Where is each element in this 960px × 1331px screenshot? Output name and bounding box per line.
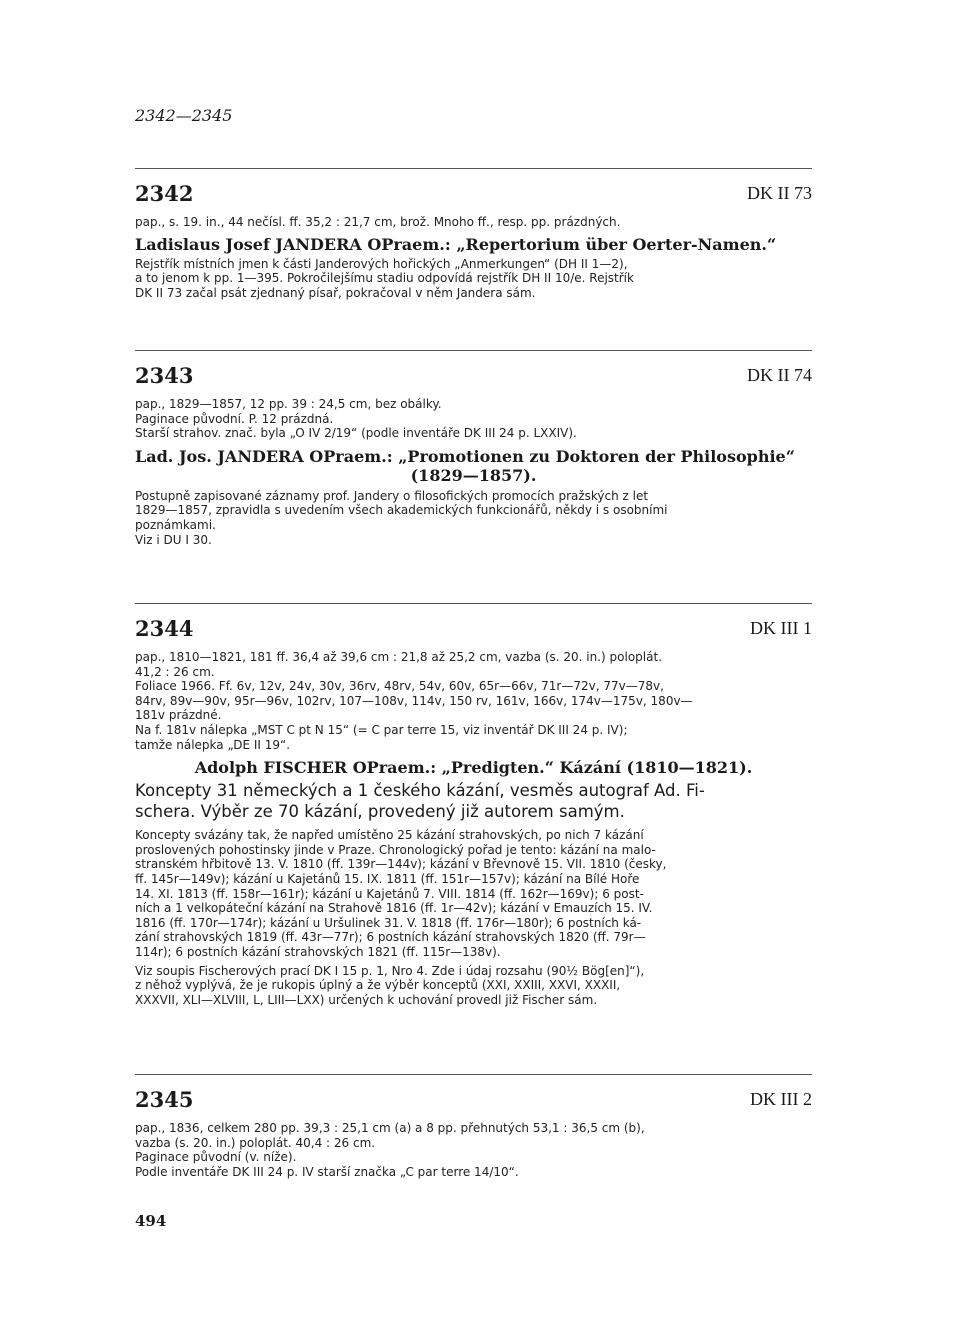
physical-line: Foliace 1966. Ff. 6v, 12v, 24v, 30v, 36rv, 48rv, 54v, 60v, 65r—66v, 71r—72v, 77v—78v, — [135, 679, 664, 694]
physical-line: tamže nálepka „DE II 19“. — [135, 737, 291, 752]
note-line: a to jenom k pp. 1—395. Pokročilejšímu stadiu odpovídá rejstřík DH II 10/e. Rejstřík — [135, 271, 634, 286]
physical-line: Paginace původní. P. 12 prázdná. — [135, 411, 334, 426]
entry-header — [135, 181, 812, 211]
entry-signature: DK II 73 — [747, 183, 812, 203]
physical-line: pap., 1810—1821, 181 ff. 36,4 až 39,6 cm : 21,8 až 25,2 cm, vazba (s. 20. in.) poloplát. — [135, 650, 663, 664]
entry-title: Adolph FISCHER OPraem.: „Predigten.“ Kázání (1810—1821). — [194, 758, 753, 778]
entry-number: 2343 — [135, 363, 194, 388]
physical-line: Na f. 181v nálepka „MST C pt N 15“ (= C par terre 15, viz inventář DK III 24 p. IV); — [135, 722, 628, 737]
note-line: DK II 73 začal psát zjednaný písař, pokračoval v něm Jandera sám. — [135, 285, 536, 300]
entry-title: Ladislaus Josef JANDERA OPraem.: „Repertorium über Oerter-Namen.“ — [135, 234, 777, 254]
note-line: stranském hřbitově 13. V. 1810 (ff. 139r—144v); kázání v Břevnově 15. VII. 1810 (česky, — [135, 857, 667, 872]
note-line: z něhož vyplývá, že je rukopis úplný a že výběr konceptů (XXI, XXIII, XXVI, XXXII, — [135, 978, 621, 993]
physical-description: pap., s. 19. in., 44 nečísl. ff. 35,2 : 21,7 cm, brož. Mnoho ff., resp. pp. prázdných. — [135, 215, 621, 229]
note-line: Postupně zapisované záznamy prof. Jandery o filosofických promocích pražských z let — [135, 488, 649, 503]
entry-2343 — [135, 350, 812, 547]
physical-line: 181v prázdné. — [135, 708, 222, 723]
entry-header — [135, 616, 812, 646]
entry-header — [135, 1087, 812, 1117]
note-line: 14. XI. 1813 (ff. 158r—161r); kázání u Kajetánů 7. VIII. 1814 (ff. 162r—169v); 6 post- — [135, 886, 644, 901]
note-line: Koncepty svázány tak, že napřed umístěno 25 kázání strahovských, po nich 7 kázání — [135, 828, 644, 843]
note-line: Viz i DU I 30. — [135, 532, 212, 547]
note-line: poznámkami. — [135, 517, 216, 532]
physical-line: pap., 1829—1857, 12 pp. 39 : 24,5 cm, bez obálky. — [135, 397, 442, 411]
note-line: 1816 (ff. 170r—174r); kázání u Uršulinek 31. V. 1818 (ff. 176r—180r); 6 postních ká- — [135, 915, 642, 930]
entry-divider — [135, 350, 812, 351]
entry-title: Lad. Jos. JANDERA OPraem.: „Promotionen zu Doktoren der Philosophie“ — [135, 446, 795, 466]
summary-line: schera. Výběr ze 70 kázání, provedený již autorem samým. — [135, 802, 625, 822]
physical-line: Podle inventáře DK III 24 p. IV starší značka „C par terre 14/10“. — [135, 1164, 519, 1179]
physical-line: 84rv, 89v—90v, 95r—96v, 102rv, 107—108v, 114v, 150 rv, 161v, 166v, 174v—175v, 180v— — [135, 693, 693, 708]
note-line: 114r); 6 postních kázání strahovských 1821 (ff. 115r—138v). — [135, 944, 501, 959]
entry-number: 2344 — [135, 616, 194, 641]
physical-line: pap., 1836, celkem 280 pp. 39,3 : 25,1 cm (a) a 8 pp. přehnutých 53,1 : 36,5 cm (b), — [135, 1121, 645, 1135]
note-line: Rejstřík místních jmen k části Janderových hořických „Anmerkungen“ (DH II 1—2), — [135, 256, 628, 271]
physical-line: Starší strahov. znač. byla „O IV 2/19“ (podle inventáře DK III 24 p. LXXIV). — [135, 426, 577, 441]
entry-divider — [135, 603, 812, 604]
entry-number: 2342 — [135, 181, 194, 206]
page-number: 494 — [135, 1212, 167, 1230]
entry-title-cont: (1829—1857). — [410, 465, 537, 485]
entry-number: 2345 — [135, 1087, 194, 1112]
note-line: XXXVII, XLI—XLVIII, L, LIII—LXX) určených k uchování provedl již Fischer sám. — [135, 992, 598, 1007]
entry-divider — [135, 1074, 812, 1075]
running-head: 2342—2345 — [135, 106, 233, 125]
note-line: 1829—1857, zpravidla s uvedením všech akademických funkcionářů, někdy i s osobními — [135, 503, 668, 518]
entry-2345 — [135, 1074, 812, 1179]
entry-divider — [135, 168, 812, 169]
note-line: zání strahovských 1819 (ff. 43r—77r); 6 postních kázání strahovských 1820 (ff. 79r— — [135, 930, 646, 945]
physical-line: 41,2 : 26 cm. — [135, 664, 215, 679]
entry-signature: DK III 2 — [750, 1089, 812, 1109]
note-line: Viz soupis Fischerových prací DK I 15 p. 1, Nro 4. Zde i údaj rozsahu (90½ Bög[en]“), — [135, 963, 645, 978]
entry-header — [135, 363, 812, 393]
entry-2344 — [135, 603, 812, 1007]
entry-signature: DK III 1 — [750, 618, 812, 638]
physical-line: vazba (s. 20. in.) poloplát. 40,4 : 26 cm. — [135, 1135, 376, 1150]
note-line: proslovených pohostinsky jinde v Praze. Chronologický pořad je tento: kázání na malo- — [135, 842, 656, 857]
note-line: ff. 145r—149v); kázání u Kajetánů 15. IX. 1811 (ff. 151r—157v); kázání na Bílé Hoře — [135, 871, 640, 886]
physical-line: Paginace původní (v. níže). — [135, 1150, 297, 1165]
summary-line: Koncepty 31 německých a 1 českého kázání, vesměs autograf Ad. Fi- — [135, 781, 705, 801]
entry-2342 — [135, 168, 812, 300]
note-line: ních a 1 velkopáteční kázání na Strahově 1816 (ff. 1r—42v); kázání v Emauzích 15. IV. — [135, 901, 653, 916]
entry-signature: DK II 74 — [747, 365, 812, 385]
